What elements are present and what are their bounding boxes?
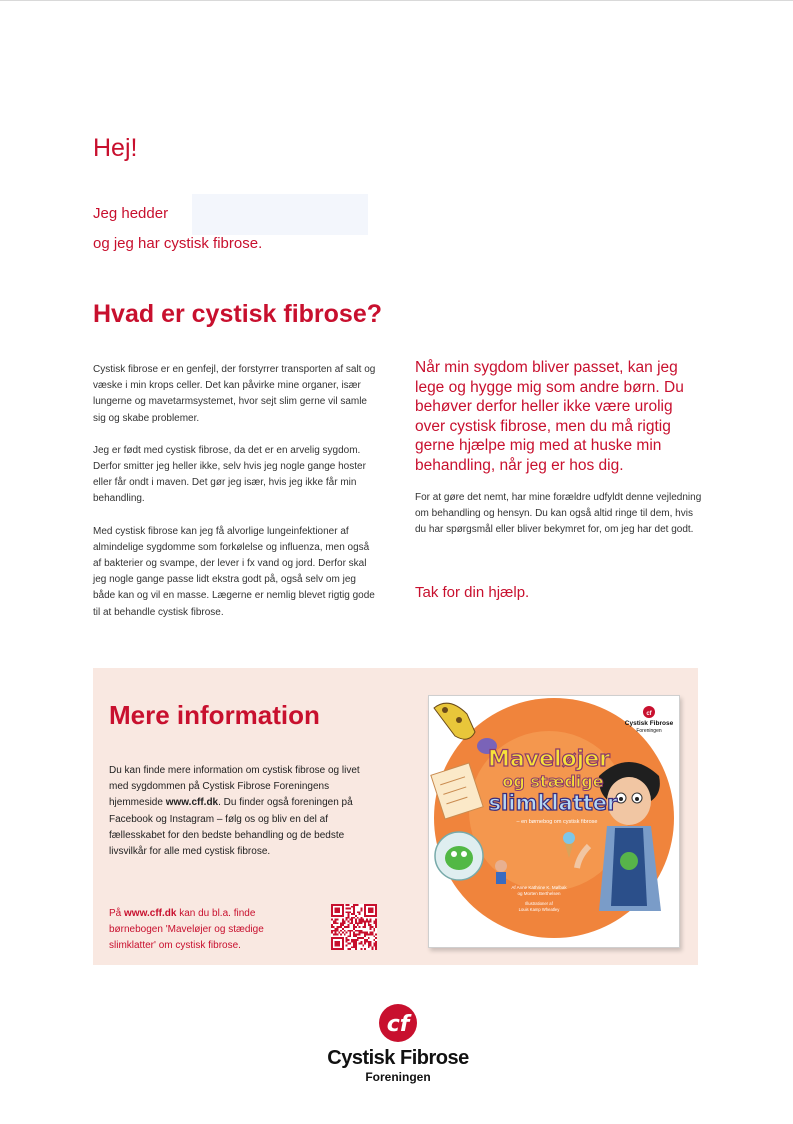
greeting: Hej! bbox=[93, 134, 138, 162]
book-note-text: kan du bl.a. finde børnebogen 'Maveløjer og stædige slimklatter' om cystisk fibrose. bbox=[109, 908, 264, 952]
cover-title-3: slimklatter bbox=[488, 791, 618, 815]
book-cover-art bbox=[429, 696, 679, 947]
svg-text:cf: cf bbox=[386, 1012, 410, 1037]
footer-logo-sub: Foreningen bbox=[365, 1070, 431, 1084]
cover-authors-1: Af Anne Kathrine K. Mølbak bbox=[511, 885, 567, 890]
info-body bbox=[109, 763, 365, 860]
svg-text:cf: cf bbox=[646, 711, 652, 717]
book-note-link[interactable]: www.cff.dk bbox=[124, 908, 177, 919]
cover-subtitle: – en børnebog om cystisk fibrose bbox=[516, 819, 598, 825]
book-note bbox=[109, 906, 309, 955]
footer-logo-name: Cystisk Fibrose bbox=[327, 1047, 469, 1069]
cover-title-1: Maveløjer bbox=[488, 747, 610, 772]
info-body-text: Du kan finde mere information om cystisk fibrose og livet med sygdommen på Cystisk Fibrose Foreningens hjemmeside bbox=[109, 765, 360, 809]
info-heading: Mere information bbox=[109, 700, 320, 730]
cover-title-2: og stædige bbox=[502, 772, 604, 791]
right-lead-text: Når min sygdom bliver passet, kan jeg lege og hygge mig som andre børn. Du behøver derfor heller ikke være urolig over cystisk fibrose, men du må rigtig gerne hjælpe mig med at huske min behandling, når jeg er hos dig. bbox=[415, 359, 684, 474]
intro-name-label: Jeg hedder bbox=[93, 205, 169, 222]
qr-code[interactable] bbox=[331, 904, 377, 950]
section-heading: Hvad er cystisk fibrose? bbox=[93, 300, 383, 328]
left-column bbox=[93, 362, 380, 637]
paragraph: Jeg er født med cystisk fibrose, da det er en arvelig sygdom. Derfor smitter jeg heller ikke, selv hvis jeg nogle gange hoster eller får ondt i maven. Det gør jeg især, hvis jeg ikke får min behandling. bbox=[93, 444, 366, 505]
footer-logo bbox=[320, 1003, 476, 1089]
info-box bbox=[93, 668, 698, 965]
intro-condition-line: og jeg har cystisk fibrose. bbox=[93, 235, 263, 252]
name-field[interactable] bbox=[192, 194, 368, 235]
info-body-text-2: . Du finder også foreningen på Facebook og Instagram – følg os og bliv en del af fællesskabet for den bedste behandling og de bedste livsvilkår for alle med cystisk fibrose. bbox=[109, 797, 353, 858]
top-divider bbox=[0, 0, 793, 1]
cover-illustrator-1: Illustrationer af bbox=[525, 901, 553, 906]
cover-logo-name: Cystisk Fibrose bbox=[624, 720, 674, 727]
paragraph: Med cystisk fibrose kan jeg få alvorlige lungeinfektioner af almindelige sygdomme som forkølelse og influenza, men også af bakterier og svampe, der lever i fx vand og jord. Derfor skal jeg nogle gange passe lidt ekstra godt på, også selv om jeg både kan og vil en masse. Lægerne er nemlig blevet rigtig gode til at behandle cystisk fibrose. bbox=[93, 525, 375, 618]
cover-logo-sub: Foreningen bbox=[636, 728, 662, 734]
website-link[interactable]: www.cff.dk bbox=[165, 797, 219, 809]
book-cover-image[interactable] bbox=[428, 695, 680, 948]
cf-logo-icon bbox=[320, 1003, 476, 1047]
book-note-pre: På bbox=[109, 908, 125, 919]
paragraph: Cystisk fibrose er en genfejl, der forstyrrer transporten af salt og væske i min krops celler. Det kan påvirke mine organer, især lungerne og mavetarmsystemet, hvor sejt slim gerne vil samle sig og skabe problemer. bbox=[93, 364, 376, 424]
cover-illustrator-2: Louis Kamp Wheatley bbox=[518, 907, 560, 912]
right-body-text: For at gøre det nemt, har mine forældre udfyldt denne vejledning om behandling og hensyn. Du kan også altid ringe til dem, hvis du har spørgsmål eller bliver bekymret for, om jeg har det godt. bbox=[415, 492, 702, 536]
thanks-text: Tak for din hjælp. bbox=[415, 584, 530, 601]
cover-authors-2: og Morten Berthelsen bbox=[517, 891, 561, 896]
